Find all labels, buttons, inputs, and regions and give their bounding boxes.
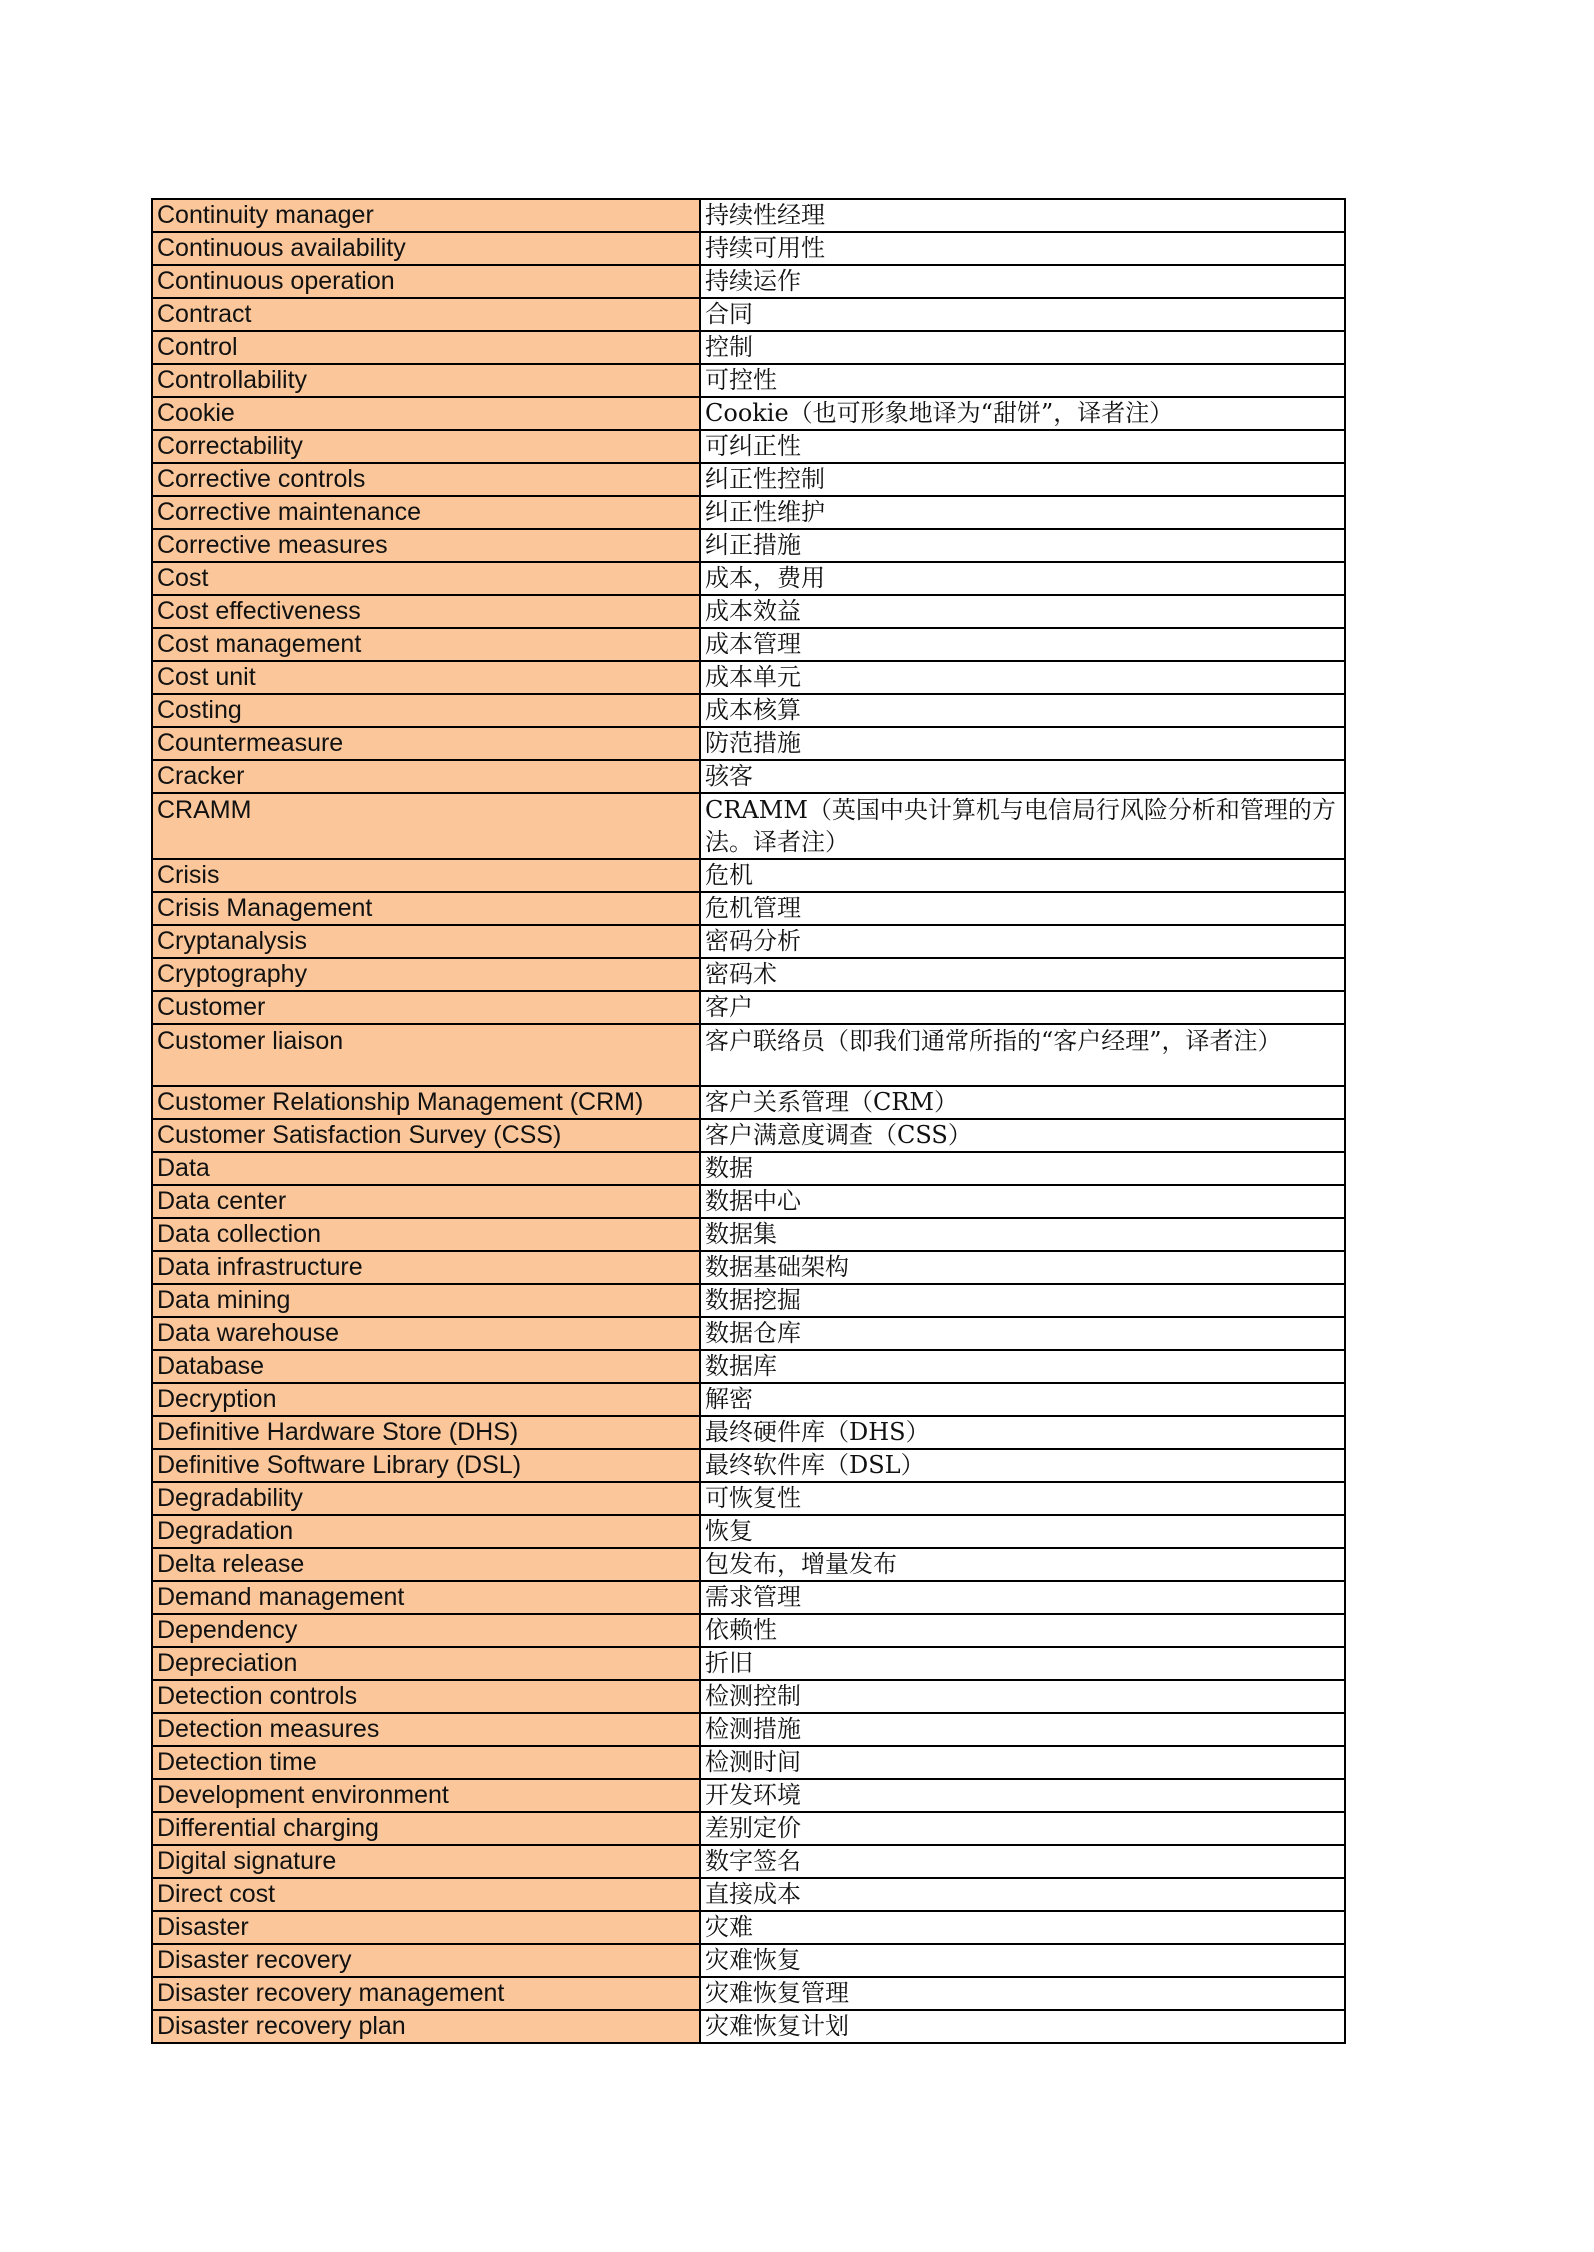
term-cell: Countermeasure bbox=[152, 727, 700, 760]
term-cell: Direct cost bbox=[152, 1878, 700, 1911]
term-cell: Continuous operation bbox=[152, 265, 700, 298]
translation-cell: Cookie（也可形象地译为“甜饼”，译者注） bbox=[700, 397, 1345, 430]
table-row bbox=[152, 331, 1345, 364]
table-row bbox=[152, 1911, 1345, 1944]
term-cell: Detection controls bbox=[152, 1680, 700, 1713]
translation-cell: 持续可用性 bbox=[700, 232, 1345, 265]
translation-cell: 检测控制 bbox=[700, 1680, 1345, 1713]
table-row bbox=[152, 1779, 1345, 1812]
term-cell: Data collection bbox=[152, 1218, 700, 1251]
translation-cell: CRAMM（英国中央计算机与电信局行风险分析和管理的方法。译者注） bbox=[700, 793, 1345, 859]
translation-cell: 数据仓库 bbox=[700, 1317, 1345, 1350]
table-row bbox=[152, 1482, 1345, 1515]
term-cell: Continuity manager bbox=[152, 199, 700, 232]
translation-cell: 合同 bbox=[700, 298, 1345, 331]
term-cell: Customer Relationship Management (CRM) bbox=[152, 1086, 700, 1119]
term-cell: Degradability bbox=[152, 1482, 700, 1515]
table-row bbox=[152, 430, 1345, 463]
table-row bbox=[152, 1944, 1345, 1977]
table-row bbox=[152, 694, 1345, 727]
translation-cell: 最终软件库（DSL） bbox=[700, 1449, 1345, 1482]
term-cell: Cost unit bbox=[152, 661, 700, 694]
translation-cell: 灾难恢复计划 bbox=[700, 2010, 1345, 2043]
translation-cell: 数据中心 bbox=[700, 1185, 1345, 1218]
translation-cell: 折旧 bbox=[700, 1647, 1345, 1680]
translation-cell: 纠正性控制 bbox=[700, 463, 1345, 496]
term-cell: Corrective maintenance bbox=[152, 496, 700, 529]
table-row bbox=[152, 1977, 1345, 2010]
table-row bbox=[152, 1812, 1345, 1845]
table-row bbox=[152, 1218, 1345, 1251]
term-cell: Corrective measures bbox=[152, 529, 700, 562]
translation-cell: 最终硬件库（DHS） bbox=[700, 1416, 1345, 1449]
glossary-table bbox=[151, 198, 1346, 2044]
term-cell: Delta release bbox=[152, 1548, 700, 1581]
table-row bbox=[152, 1713, 1345, 1746]
translation-cell: 恢复 bbox=[700, 1515, 1345, 1548]
translation-cell: 依赖性 bbox=[700, 1614, 1345, 1647]
term-cell: Data mining bbox=[152, 1284, 700, 1317]
translation-cell: 可控性 bbox=[700, 364, 1345, 397]
table-row bbox=[152, 1152, 1345, 1185]
translation-cell: 数据挖掘 bbox=[700, 1284, 1345, 1317]
term-cell: Disaster recovery bbox=[152, 1944, 700, 1977]
table-row bbox=[152, 1680, 1345, 1713]
translation-cell: 防范措施 bbox=[700, 727, 1345, 760]
translation-cell: 数据基础架构 bbox=[700, 1251, 1345, 1284]
table-row bbox=[152, 1647, 1345, 1680]
term-cell: Differential charging bbox=[152, 1812, 700, 1845]
translation-cell: 密码术 bbox=[700, 958, 1345, 991]
table-row bbox=[152, 925, 1345, 958]
table-row bbox=[152, 529, 1345, 562]
translation-cell: 开发环境 bbox=[700, 1779, 1345, 1812]
table-row bbox=[152, 1024, 1345, 1086]
translation-cell: 可恢复性 bbox=[700, 1482, 1345, 1515]
term-cell: Controllability bbox=[152, 364, 700, 397]
term-cell: Customer Satisfaction Survey (CSS) bbox=[152, 1119, 700, 1152]
translation-cell: 控制 bbox=[700, 331, 1345, 364]
term-cell: Detection time bbox=[152, 1746, 700, 1779]
translation-cell: 解密 bbox=[700, 1383, 1345, 1416]
glossary-body bbox=[152, 199, 1345, 2043]
table-row bbox=[152, 1416, 1345, 1449]
table-row bbox=[152, 364, 1345, 397]
translation-cell: 检测时间 bbox=[700, 1746, 1345, 1779]
translation-cell: 持续性经理 bbox=[700, 199, 1345, 232]
table-row bbox=[152, 1845, 1345, 1878]
table-row bbox=[152, 760, 1345, 793]
table-row bbox=[152, 595, 1345, 628]
term-cell: Cost management bbox=[152, 628, 700, 661]
term-cell: Costing bbox=[152, 694, 700, 727]
table-row bbox=[152, 1746, 1345, 1779]
term-cell: Degradation bbox=[152, 1515, 700, 1548]
table-row bbox=[152, 727, 1345, 760]
term-cell: Detection measures bbox=[152, 1713, 700, 1746]
translation-cell: 持续运作 bbox=[700, 265, 1345, 298]
translation-cell: 灾难恢复管理 bbox=[700, 1977, 1345, 2010]
term-cell: Depreciation bbox=[152, 1647, 700, 1680]
table-row bbox=[152, 1119, 1345, 1152]
table-row bbox=[152, 232, 1345, 265]
table-row bbox=[152, 1515, 1345, 1548]
table-row bbox=[152, 199, 1345, 232]
term-cell: Disaster recovery plan bbox=[152, 2010, 700, 2043]
term-cell: Continuous availability bbox=[152, 232, 700, 265]
table-row bbox=[152, 661, 1345, 694]
table-row bbox=[152, 298, 1345, 331]
table-row bbox=[152, 463, 1345, 496]
translation-cell: 客户联络员（即我们通常所指的“客户经理”，译者注） bbox=[700, 1024, 1345, 1086]
table-row bbox=[152, 1086, 1345, 1119]
table-row bbox=[152, 1449, 1345, 1482]
translation-cell: 客户满意度调查（CSS） bbox=[700, 1119, 1345, 1152]
table-row bbox=[152, 1350, 1345, 1383]
translation-cell: 成本单元 bbox=[700, 661, 1345, 694]
translation-cell: 纠正性维护 bbox=[700, 496, 1345, 529]
translation-cell: 危机管理 bbox=[700, 892, 1345, 925]
translation-cell: 检测措施 bbox=[700, 1713, 1345, 1746]
translation-cell: 需求管理 bbox=[700, 1581, 1345, 1614]
table-row bbox=[152, 265, 1345, 298]
term-cell: Correctability bbox=[152, 430, 700, 463]
translation-cell: 差别定价 bbox=[700, 1812, 1345, 1845]
translation-cell: 骇客 bbox=[700, 760, 1345, 793]
term-cell: Customer liaison bbox=[152, 1024, 700, 1086]
term-cell: Crisis bbox=[152, 859, 700, 892]
table-row bbox=[152, 1878, 1345, 1911]
table-row bbox=[152, 1383, 1345, 1416]
translation-cell: 灾难 bbox=[700, 1911, 1345, 1944]
term-cell: Dependency bbox=[152, 1614, 700, 1647]
term-cell: Cryptography bbox=[152, 958, 700, 991]
translation-cell: 数字签名 bbox=[700, 1845, 1345, 1878]
translation-cell: 包发布，增量发布 bbox=[700, 1548, 1345, 1581]
term-cell: Development environment bbox=[152, 1779, 700, 1812]
table-row bbox=[152, 958, 1345, 991]
translation-cell: 成本核算 bbox=[700, 694, 1345, 727]
table-row bbox=[152, 1614, 1345, 1647]
translation-cell: 危机 bbox=[700, 859, 1345, 892]
translation-cell: 客户关系管理（CRM） bbox=[700, 1086, 1345, 1119]
term-cell: Customer bbox=[152, 991, 700, 1024]
term-cell: Contract bbox=[152, 298, 700, 331]
translation-cell: 灾难恢复 bbox=[700, 1944, 1345, 1977]
term-cell: Definitive Software Library (DSL) bbox=[152, 1449, 700, 1482]
translation-cell: 直接成本 bbox=[700, 1878, 1345, 1911]
table-row bbox=[152, 397, 1345, 430]
term-cell: Decryption bbox=[152, 1383, 700, 1416]
table-row bbox=[152, 1185, 1345, 1218]
table-row bbox=[152, 1548, 1345, 1581]
table-row bbox=[152, 793, 1345, 859]
translation-cell: 成本，费用 bbox=[700, 562, 1345, 595]
term-cell: Data bbox=[152, 1152, 700, 1185]
term-cell: Demand management bbox=[152, 1581, 700, 1614]
translation-cell: 成本管理 bbox=[700, 628, 1345, 661]
term-cell: Cryptanalysis bbox=[152, 925, 700, 958]
table-row bbox=[152, 1317, 1345, 1350]
term-cell: Crisis Management bbox=[152, 892, 700, 925]
term-cell: Digital signature bbox=[152, 1845, 700, 1878]
translation-cell: 纠正措施 bbox=[700, 529, 1345, 562]
translation-cell: 客户 bbox=[700, 991, 1345, 1024]
translation-cell: 密码分析 bbox=[700, 925, 1345, 958]
term-cell: Definitive Hardware Store (DHS) bbox=[152, 1416, 700, 1449]
table-row bbox=[152, 562, 1345, 595]
table-row bbox=[152, 991, 1345, 1024]
table-row bbox=[152, 859, 1345, 892]
translation-cell: 数据库 bbox=[700, 1350, 1345, 1383]
translation-cell: 数据集 bbox=[700, 1218, 1345, 1251]
table-row bbox=[152, 2010, 1345, 2043]
table-row bbox=[152, 892, 1345, 925]
term-cell: Cost effectiveness bbox=[152, 595, 700, 628]
term-cell: Cracker bbox=[152, 760, 700, 793]
term-cell: Cookie bbox=[152, 397, 700, 430]
term-cell: Disaster recovery management bbox=[152, 1977, 700, 2010]
term-cell: Data warehouse bbox=[152, 1317, 700, 1350]
translation-cell: 可纠正性 bbox=[700, 430, 1345, 463]
table-row bbox=[152, 628, 1345, 661]
term-cell: Data center bbox=[152, 1185, 700, 1218]
term-cell: CRAMM bbox=[152, 793, 700, 859]
translation-cell: 成本效益 bbox=[700, 595, 1345, 628]
translation-cell: 数据 bbox=[700, 1152, 1345, 1185]
table-row bbox=[152, 496, 1345, 529]
table-row bbox=[152, 1581, 1345, 1614]
term-cell: Data infrastructure bbox=[152, 1251, 700, 1284]
term-cell: Database bbox=[152, 1350, 700, 1383]
term-cell: Cost bbox=[152, 562, 700, 595]
table-row bbox=[152, 1284, 1345, 1317]
table-row bbox=[152, 1251, 1345, 1284]
term-cell: Disaster bbox=[152, 1911, 700, 1944]
term-cell: Corrective controls bbox=[152, 463, 700, 496]
term-cell: Control bbox=[152, 331, 700, 364]
